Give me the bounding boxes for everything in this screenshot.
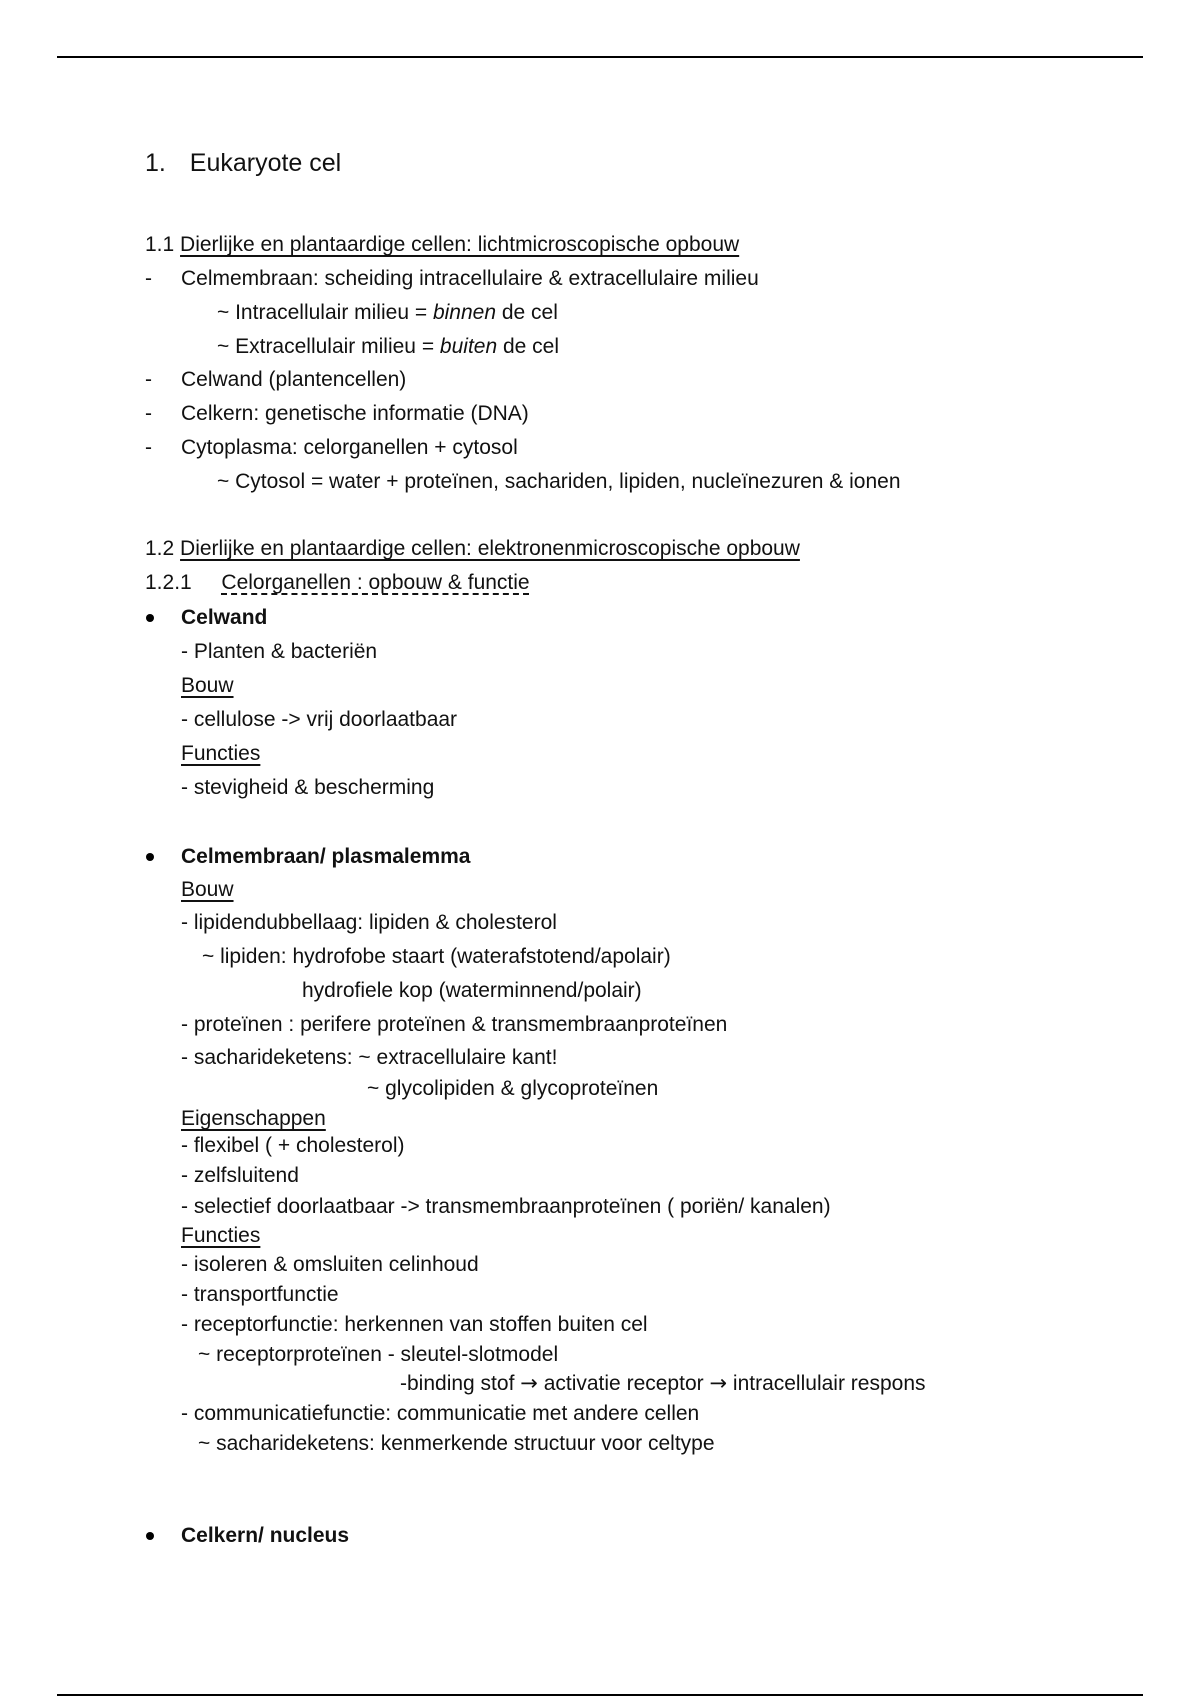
header-rule <box>57 56 1143 58</box>
list-subitem: ~ Intracellulair milieu = binnen de cel <box>217 301 558 324</box>
subsection-1-2-1-heading <box>145 570 530 596</box>
text-line: ~ receptorproteïnen - sleutel-slotmodel <box>198 1343 559 1366</box>
chapter-number: 1. <box>145 149 166 177</box>
text-line: - proteïnen : perifere proteïnen & transmembraanproteïnen <box>181 1013 728 1036</box>
text-line: - stevigheid & bescherming <box>181 776 435 799</box>
text-line: ~ lipiden: hydrofobe staart (waterafstotend/apolair) <box>202 945 671 968</box>
section-1-2-heading <box>145 536 800 562</box>
text-line: - communicatiefunctie: communicatie met andere cellen <box>181 1402 700 1425</box>
list-item: Celkern: genetische informatie (DNA) <box>181 402 529 425</box>
subsection-heading-text: Celorganellen : opbouw & functie <box>221 571 530 594</box>
bullet-dot <box>146 853 154 861</box>
subheading-functies: Functies <box>181 742 261 765</box>
list-item: Celwand (plantencellen) <box>181 368 407 391</box>
chapter-title-text: Eukaryote cel <box>189 149 342 177</box>
list-dash: - <box>145 402 152 425</box>
text-line: - flexibel ( + cholesterol) <box>181 1134 405 1157</box>
text-line: - lipidendubbellaag: lipiden & cholesterol <box>181 911 557 934</box>
list-dash: - <box>145 436 152 459</box>
right-arrow-icon: → <box>520 1371 538 1395</box>
text-line: - Planten & bacteriën <box>181 640 378 663</box>
subsection-number: 1.2.1 <box>145 571 192 594</box>
list-item: Cytoplasma: celorganellen + cytosol <box>181 436 518 459</box>
bullet-title-celmembraan: Celmembraan/ plasmalemma <box>181 845 471 868</box>
text-line-arrows: -binding stof → activatie receptor → intracellulair respons <box>400 1371 926 1395</box>
text-line: - selectief doorlaatbaar -> transmembraanproteïnen ( poriën/ kanalen) <box>181 1195 831 1218</box>
list-subitem: ~ Cytosol = water + proteïnen, sachariden, lipiden, nucleïnezuren & ionen <box>217 470 901 493</box>
text-line: - sacharideketens: ~ extracellulaire kant! <box>181 1046 558 1069</box>
text-line: ~ sacharideketens: kenmerkende structuur voor celtype <box>198 1432 715 1455</box>
section-heading-text: Dierlijke en plantaardige cellen: elektronenmicroscopische opbouw <box>180 537 800 560</box>
list-subitem: ~ Extracellulair milieu = buiten de cel <box>217 335 560 358</box>
list-dash: - <box>145 368 152 391</box>
subheading-bouw: Bouw <box>181 878 234 901</box>
text-line: - cellulose -> vrij doorlaatbaar <box>181 708 458 731</box>
section-number: 1.1 <box>145 233 175 256</box>
list-dash: - <box>145 267 152 290</box>
bullet-dot <box>146 1532 154 1540</box>
text-line: - receptorfunctie: herkennen van stoffen buiten cel <box>181 1313 648 1336</box>
text-line: - isoleren & omsluiten celinhoud <box>181 1253 479 1276</box>
subheading-functies: Functies <box>181 1224 261 1247</box>
text-line: - zelfsluitend <box>181 1164 299 1187</box>
section-heading-text: Dierlijke en plantaardige cellen: lichtmicroscopische opbouw <box>180 233 740 256</box>
subheading-bouw: Bouw <box>181 674 234 697</box>
right-arrow-icon: → <box>709 1371 728 1395</box>
subheading-eigenschappen: Eigenschappen <box>181 1107 326 1130</box>
bullet-title-celwand: Celwand <box>181 606 268 629</box>
text-line: hydrofiele kop (waterminnend/polair) <box>302 979 642 1002</box>
bullet-dot <box>146 614 154 622</box>
text-line: - transportfunctie <box>181 1283 339 1306</box>
list-item: Celmembraan: scheiding intracellulaire & extracellulaire milieu <box>181 267 759 290</box>
section-1-1-heading <box>145 232 739 258</box>
text-line: ~ glycolipiden & glycoproteïnen <box>367 1077 659 1100</box>
chapter-title <box>145 148 341 178</box>
section-number: 1.2 <box>145 537 175 560</box>
bullet-title-celkern: Celkern/ nucleus <box>181 1524 350 1547</box>
footer-rule <box>57 1694 1143 1696</box>
